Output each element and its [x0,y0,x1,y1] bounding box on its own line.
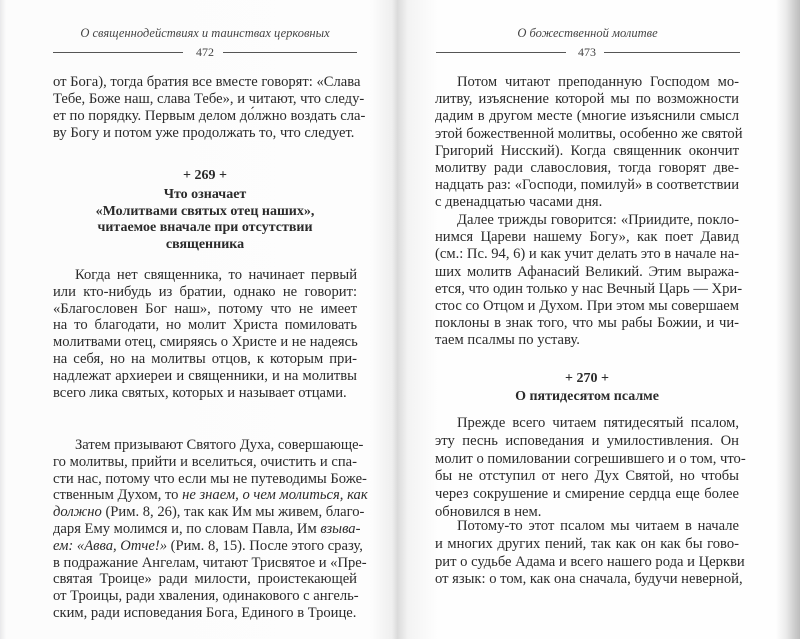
text-line: Затем призывают Святого Духа, совершающе- [75,437,364,453]
section-heading-line: «Молитвами святых отец наших», [95,203,315,219]
text-line: дадим в другом месте (многие изъяснили смысл [435,108,739,125]
text-segment: (Рим. 8, 26), так как Им мы живем, благо- [101,504,365,521]
section-number: + 269 + [183,168,227,183]
text-line: (см.: Пс. 94, 6) и как учит делать это в начале на- [435,246,740,263]
running-title: О священнодействиях и таинствах церковных [80,26,330,40]
running-title: О божественной молитве [517,26,658,40]
text-line [53,504,365,521]
section-heading-line: священника [165,236,245,252]
text-line: в подражание Ангелам, читают Трисвятое и «Пре- [53,554,367,571]
page-number: 473 [578,45,596,59]
text-line: Далее трижды говорится: «Приидите, покло- [457,212,739,228]
left-page [0,0,398,639]
text-line: эту песнь исповедания и умилостивления. Он [435,432,739,449]
text-line: от язык: о том, как она сначала, будучи неверной, [435,571,743,588]
text-line: Потом читают преподанную Господом мо- [457,74,739,90]
text-line: бы не отступил от него Дух Святой, но чтобы [435,468,739,485]
header-rule [604,52,740,53]
section-heading-line: Что означает [163,187,247,202]
italic-quote: должно [53,504,102,521]
text-line: таем псалмы по уставу. [435,332,580,349]
text-line: надлежат архиереи и священники, и на молитвы [53,367,357,384]
text-line [53,487,368,504]
text-line: надцать раз: «Господи, помилуй» в соответствии [435,177,739,194]
text-segment: даря Ему молимся и, по словам Павла, Им [53,521,321,537]
text-segment: ственным Духом, то [53,487,183,504]
text-line: сти нас, потому что если мы не путеводимы Боже- [53,470,367,487]
text-line: и многих других пений, так как он как бы гово- [435,535,739,552]
text-line: этой божественной молитвы, особенно же святой [435,125,743,142]
text-line: или кто-нибудь из братии, однако не говорит: [53,283,357,300]
text-line: обновился в нем. [435,504,542,520]
text-line: от Бога), тогда братия все вместе говорят: «Слава [53,74,361,90]
text-line: ву Богу и потом уже продолжать то, что следует. [53,125,355,141]
text-line: Тебе, Боже наш, слава Тебе», и читают, что следу- [53,91,365,107]
header-rule [436,52,566,53]
text-line: святая Троице» ради милости, проистекающей [53,571,357,588]
text-line: «Благословен Бог наш», потому что не имеет [53,300,357,317]
section-heading-line: читаемое вначале при отсутствии [97,220,313,235]
text-line [53,537,363,555]
text-line: от Троицы, ради хваления, одинакового с ангель- [53,588,359,605]
text-line: литву, изъяснение которой мы по возможности [435,91,739,108]
text-line: на себя, но на молитвы отцов, к которым при- [53,351,357,367]
text-line: ет по порядку. Первым делом до́лжно воздать сла- [53,108,366,124]
text-line: на то благодати, но молит Христа помиловать [53,317,357,334]
text-line [53,521,361,538]
right-page [398,0,800,639]
text-segment: (Рим. 8, 15). После этого сразу, [167,537,363,554]
text-line: Прежде всего читаем пятидесятый псалом, [457,415,739,431]
italic-quote: ем: «Авва, Отче!» [53,537,167,554]
header-rule [53,52,183,53]
text-line: с двенадцатью часами дня. [435,194,603,211]
header-rule [223,52,357,53]
text-line: поклоны в знак того, что мы рабы Божии, и чи- [435,315,739,332]
text-line: ется, что один только у нас Вечный Царь — Хри- [435,280,743,297]
text-line: молитвами отец, смиряясь о Христе и не надеясь [53,334,358,351]
text-line: ших молитв Афанасий Великий. Этим выража- [435,263,739,280]
text-line: через сокрушение и смирение сердца еще более [435,486,739,503]
text-line: нимся Цареви нашему Богу», как поет Давид [435,229,739,246]
page-number: 472 [196,45,214,59]
text-line: всего лика святых, которых и называет отцами. [53,384,347,401]
text-line: го молитвы, прийти и вселиться, очистить и спа- [53,453,357,470]
text-line: молитву ради славословия, тогда говорят две- [435,160,739,176]
text-line: стос со Отцом и Духом. При этом мы совершаем [435,298,739,314]
text-line: ским, ради исповедания Бога, Единого в Троице. [53,605,357,621]
text-line: рит о судьбе Адама и всего нашего рода и Церкви [435,553,745,570]
section-heading-line: О пятидесятом псалме [515,389,659,404]
text-line: молит о помиловании согрешившего и о том, что- [435,450,746,467]
italic-quote: взыва- [320,521,361,537]
section-number: + 270 + [565,371,609,386]
italic-quote: не знаем, о чем молиться, как [182,487,368,504]
text-line: Когда нет священника, то начинает первый [75,267,357,283]
text-line: Григорий Нисский). Когда священник окончит [435,142,739,159]
text-line: Потому-то этот псалом мы читаем в начале [457,518,739,534]
